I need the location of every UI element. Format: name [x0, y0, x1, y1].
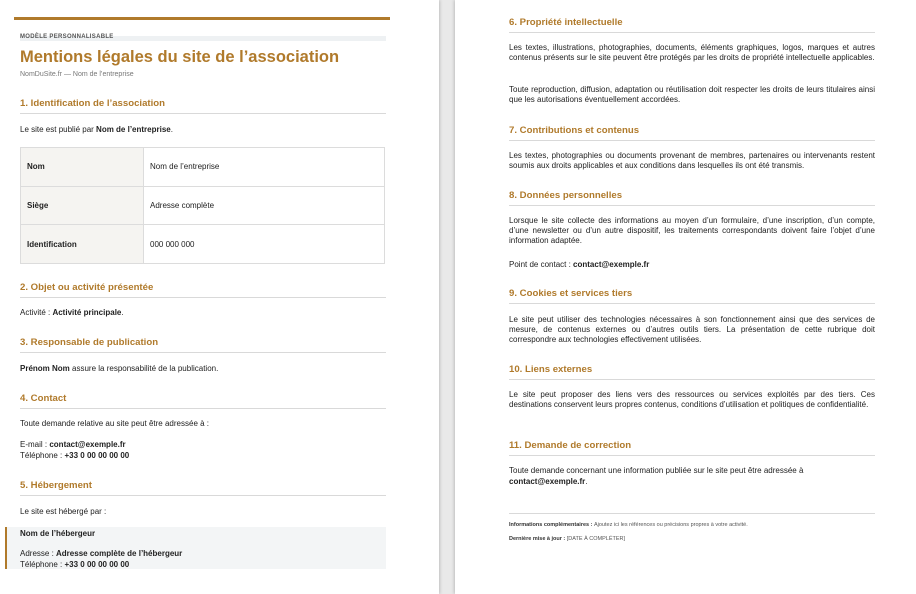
section-divider: [20, 495, 386, 496]
section-divider: [509, 303, 875, 304]
section-divider: [509, 379, 875, 380]
page-left: [0, 0, 439, 594]
section-1-title: 1. Identification de l’association: [20, 98, 166, 109]
footer-update: Dernière mise à jour : [DATE À COMPLÉTER]: [509, 536, 626, 542]
links-paragraph: Le site peut proposer des liens vers des ressources ou services exploités par des tiers. Ces destinations conservent leurs propres contenus, conditions d’utilisation et politiques de confidentialité.: [509, 390, 875, 409]
table-label: Identification: [21, 225, 144, 264]
host-address: Adresse : Adresse complète de l’hébergeur: [20, 549, 183, 558]
section-2-title: 2. Objet ou activité présentée: [20, 282, 154, 293]
cookies-paragraph: Le site peut utiliser des technologies nécessaires à son fonctionnement ainsi que des services de mesure, de contenus externes ou d’autres outils tiers. La présentation de cette rubrique doit correspondre aux technologies effectivement utilisées.: [509, 315, 875, 344]
ip-paragraph-2: Toute reproduction, diffusion, adaptation ou réutilisation doit respecter les droits de leurs titulaires ainsi que les autorisations éventuellement accordées.: [509, 85, 875, 104]
section-divider: [20, 113, 386, 114]
section-11-title: 11. Demande de correction: [509, 440, 632, 451]
page-title: Mentions légales du site de l’association: [20, 48, 340, 66]
section-5-title: 5. Hébergement: [20, 480, 92, 491]
section-1-intro: Le site est publié par Nom de l’entreprise.: [20, 125, 173, 134]
accent-bar: [14, 17, 390, 20]
hosting-intro: Le site est hébergé par :: [20, 507, 107, 516]
table-value: Adresse complète: [144, 186, 385, 225]
host-name: Nom de l’hébergeur: [20, 529, 96, 538]
section-7-title: 7. Contributions et contenus: [509, 125, 640, 136]
section-divider: [509, 205, 875, 206]
section-divider: [20, 408, 386, 409]
section-3-title: 3. Responsable de publication: [20, 337, 159, 348]
table-row: [21, 148, 385, 187]
publication-text: Prénom Nom assure la responsabilité de la publication.: [20, 364, 219, 373]
contact-intro: Toute demande relative au site peut être adressée à :: [20, 419, 210, 428]
table-row: [21, 225, 385, 264]
section-divider: [20, 352, 386, 353]
table-row: [21, 186, 385, 225]
section-9-title: 9. Cookies et services tiers: [509, 288, 633, 299]
section-4-title: 4. Contact: [20, 393, 67, 404]
contributions-paragraph: Les textes, photographies ou documents provenant de membres, partenaires ou intervenants restent soumis aux droits applicables et aux conditions dans lesquelles ils ont été transmis.: [509, 151, 875, 170]
template-tag: MODÈLE PERSONNALISABLE: [20, 34, 114, 40]
contact-phone: Téléphone : +33 0 00 00 00 00: [20, 451, 130, 460]
data-paragraph: Lorsque le site collecte des informations au moyen d’un formulaire, d’une inscription, d’un compte, d’une newsletter ou d’un autre dispositif, les traitements correspondants doivent faire l’objet d’une information adaptée.: [509, 216, 875, 245]
section-divider: [20, 297, 386, 298]
correction-paragraph: Toute demande concernant une information publiée sur le site peut être adressée à: [509, 466, 804, 475]
table-value: 000 000 000: [144, 225, 385, 264]
host-phone: Téléphone : +33 0 00 00 00 00: [20, 560, 130, 569]
table-value: Nom de l’entreprise: [144, 148, 385, 187]
site-subtitle: NomDuSite.fr — Nom de l’entreprise: [20, 71, 134, 78]
table-label: Nom: [21, 148, 144, 187]
section-10-title: 10. Liens externes: [509, 364, 593, 375]
section-8-title: 8. Données personnelles: [509, 190, 623, 201]
correction-email: contact@exemple.fr.: [509, 477, 588, 486]
contact-email: E-mail : contact@exemple.fr: [20, 440, 126, 449]
footer-divider: [509, 513, 875, 514]
section-divider: [509, 140, 875, 141]
section-divider: [509, 455, 875, 456]
identification-table: [20, 147, 385, 264]
section-divider: [509, 32, 875, 33]
ip-paragraph-1: Les textes, illustrations, photographies, documents, éléments graphiques, logos, marques et autres contenus présents sur le site peuvent être protégés par les droits de propriété intellectuelle applicables.: [509, 43, 875, 62]
table-label: Siège: [21, 186, 144, 225]
activity-text: Activité : Activité principale.: [20, 308, 124, 317]
data-contact: Point de contact : contact@exemple.fr: [509, 260, 650, 269]
footer-info: Informations complémentaires : Ajoutez ici les références ou précisions propres à votre activité.: [509, 522, 748, 528]
page-right: [455, 0, 916, 594]
section-6-title: 6. Propriété intellectuelle: [509, 17, 623, 28]
